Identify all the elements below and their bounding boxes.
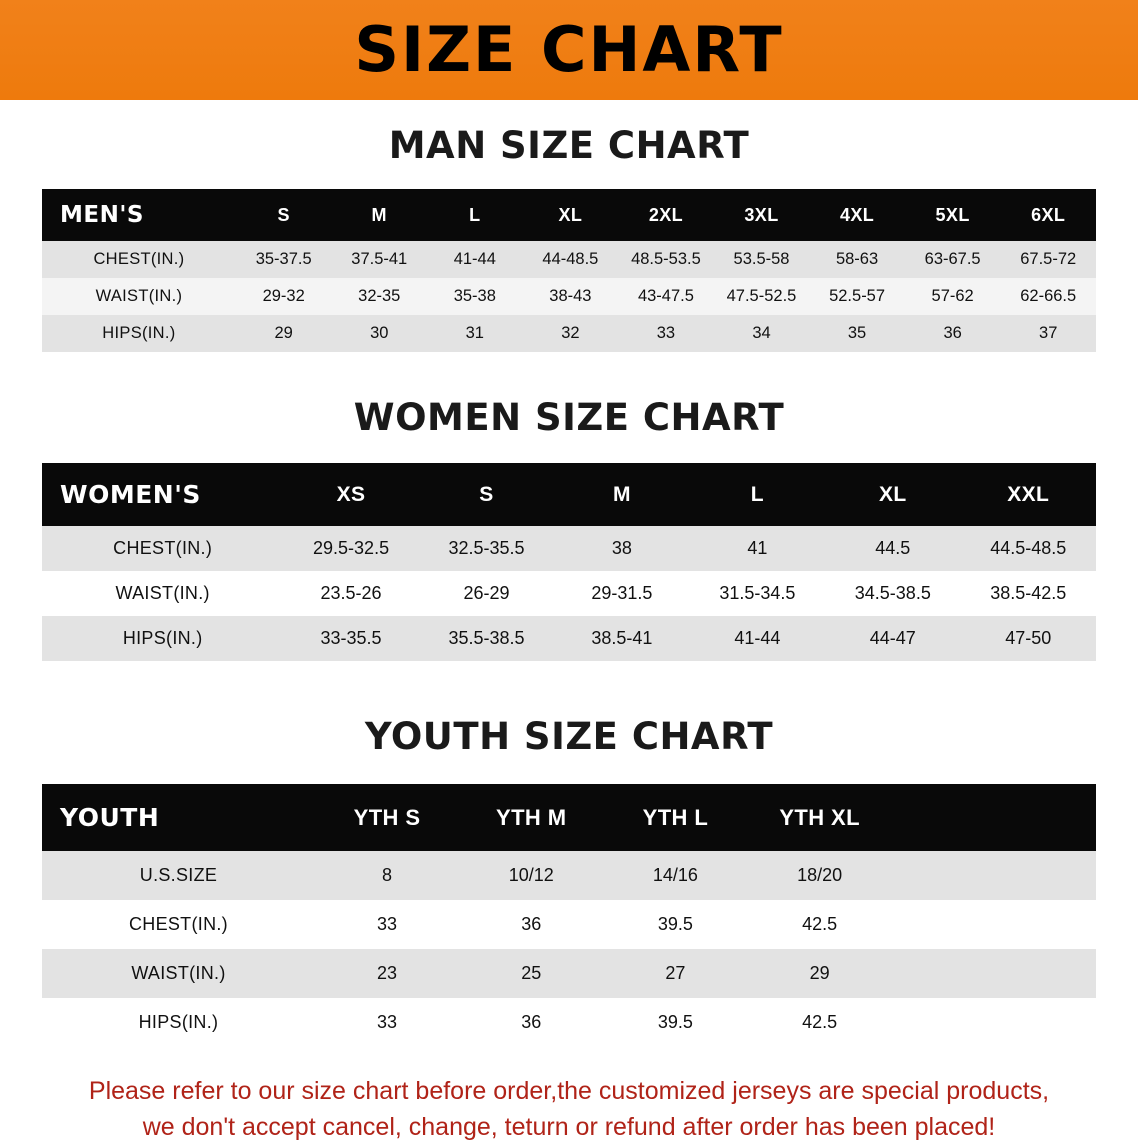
man-size-header: 3XL <box>744 204 779 225</box>
policy-note <box>38 1073 1100 1146</box>
man-cell: 35-38 <box>453 287 496 305</box>
man-size-header: 2XL <box>648 204 684 225</box>
man-cell: 44-48.5 <box>542 250 599 268</box>
women-cell: 38.5-41 <box>591 628 653 648</box>
man-cell: 35 <box>847 324 867 342</box>
youth-table-wrap <box>42 784 1096 1047</box>
man-header-row <box>42 189 1096 241</box>
man-cell: 43-47.5 <box>637 287 694 305</box>
women-row-label: HIPS(IN.) <box>122 628 203 648</box>
youth-cell: 39.5 <box>657 914 693 934</box>
youth-cell-empty <box>892 998 1096 1047</box>
women-row-label: WAIST(IN.) <box>115 583 210 603</box>
man-cell: 32-35 <box>358 287 401 305</box>
policy-note-line-2: we don't accept cancel, change, teturn or refund after order has been placed! <box>142 1113 996 1142</box>
youth-cell: 27 <box>665 963 686 983</box>
women-cell: 23.5-26 <box>320 583 382 603</box>
youth-cell: 25 <box>521 963 542 983</box>
youth-size-header: YTH XL <box>779 804 860 830</box>
youth-cell: 36 <box>521 914 542 934</box>
women-cell: 44.5 <box>875 538 911 558</box>
women-size-header: XS <box>336 482 366 506</box>
youth-section-heading: YOUTH SIZE CHART <box>364 715 774 758</box>
man-size-header: 5XL <box>935 204 970 225</box>
women-cell: 29.5-32.5 <box>313 538 390 558</box>
table-row <box>42 278 1096 315</box>
women-size-header: XXL <box>1007 482 1050 506</box>
youth-cell: 39.5 <box>657 1012 693 1032</box>
youth-table-body <box>42 851 1096 1047</box>
youth-cell: 23 <box>377 963 398 983</box>
women-header-row <box>42 463 1096 526</box>
youth-cell: 18/20 <box>797 865 843 885</box>
women-cell: 38.5-42.5 <box>990 583 1067 603</box>
youth-cell: 33 <box>377 1012 398 1032</box>
man-cell: 48.5-53.5 <box>631 250 701 268</box>
women-table-head <box>42 463 1096 526</box>
man-row-label: HIPS(IN.) <box>102 324 176 342</box>
table-row <box>42 315 1096 352</box>
man-size-header: S <box>277 204 290 225</box>
women-size-header: S <box>479 482 494 506</box>
table-row <box>42 998 1096 1047</box>
man-section-heading: MAN SIZE CHART <box>388 124 750 167</box>
youth-header-row <box>42 784 1096 851</box>
women-cell: 26-29 <box>463 583 510 603</box>
man-cell: 29 <box>274 324 293 342</box>
women-cell: 35.5-38.5 <box>448 628 525 648</box>
table-row <box>42 571 1096 616</box>
women-table-body <box>42 526 1096 661</box>
man-cell: 30 <box>370 324 389 342</box>
women-section-heading: WOMEN SIZE CHART <box>353 396 785 439</box>
table-row <box>42 900 1096 949</box>
women-cell: 34.5-38.5 <box>854 583 931 603</box>
women-cell: 33-35.5 <box>320 628 382 648</box>
youth-row-label: U.S.SIZE <box>139 865 218 885</box>
youth-cell-empty <box>892 949 1096 998</box>
man-cell: 62-66.5 <box>1020 287 1077 305</box>
man-size-header: M <box>371 204 387 225</box>
table-row <box>42 949 1096 998</box>
man-cell: 37 <box>1039 324 1058 342</box>
youth-size-header: YTH M <box>496 804 567 830</box>
women-cell: 41 <box>747 538 768 558</box>
youth-cell: 42.5 <box>802 1012 838 1032</box>
women-cell: 44.5-48.5 <box>990 538 1067 558</box>
women-row-label: CHEST(IN.) <box>113 538 213 558</box>
man-corner-label: MEN'S <box>60 202 144 228</box>
man-cell: 67.5-72 <box>1020 250 1077 268</box>
man-cell: 58-63 <box>835 250 879 268</box>
women-cell: 38 <box>611 538 632 558</box>
man-size-header: 6XL <box>1031 204 1066 225</box>
page-title: SIZE CHART <box>354 13 784 86</box>
man-cell: 52.5-57 <box>829 287 886 305</box>
women-size-table <box>42 463 1096 661</box>
man-cell: 36 <box>943 324 962 342</box>
man-cell: 41-44 <box>453 250 496 268</box>
youth-size-table <box>42 784 1096 1047</box>
policy-note-line-1: Please refer to our size chart before order,the customized jerseys are special products, <box>88 1077 1050 1105</box>
man-table-head <box>42 189 1096 241</box>
man-size-header: 4XL <box>839 204 875 225</box>
man-size-header: L <box>469 204 481 225</box>
man-cell: 32 <box>561 324 580 342</box>
youth-row-label: CHEST(IN.) <box>128 914 228 934</box>
women-cell: 47-50 <box>1005 628 1052 648</box>
women-cell: 32.5-35.5 <box>448 538 525 558</box>
youth-cell: 42.5 <box>802 914 838 934</box>
youth-cell: 10/12 <box>508 865 554 885</box>
table-row <box>42 851 1096 900</box>
youth-cell: 36 <box>521 1012 542 1032</box>
women-size-header: XL <box>878 482 907 506</box>
women-corner-label: WOMEN'S <box>60 480 201 509</box>
women-cell: 41-44 <box>734 628 781 648</box>
man-cell: 37.5-41 <box>351 250 408 268</box>
man-cell: 57-62 <box>931 287 974 305</box>
table-row <box>42 616 1096 661</box>
youth-size-header: YTH L <box>642 804 709 830</box>
man-cell: 29-32 <box>262 287 305 305</box>
table-row <box>42 526 1096 571</box>
man-row-label: CHEST(IN.) <box>93 250 185 268</box>
man-cell: 31 <box>465 324 484 342</box>
man-size-table <box>42 189 1096 352</box>
man-size-header: XL <box>558 204 583 225</box>
women-size-header: L <box>750 482 764 506</box>
man-cell: 35-37.5 <box>255 250 312 268</box>
women-size-header: M <box>612 482 631 506</box>
youth-row-label: HIPS(IN.) <box>138 1012 219 1032</box>
man-cell: 63-67.5 <box>924 250 981 268</box>
man-cell: 33 <box>656 324 676 342</box>
man-cell: 38-43 <box>549 287 592 305</box>
youth-cell: 8 <box>382 865 393 885</box>
man-table-wrap <box>42 189 1096 352</box>
youth-cell: 29 <box>809 963 830 983</box>
youth-cell-empty <box>892 900 1096 949</box>
women-table-wrap <box>42 463 1096 661</box>
youth-corner-label: YOUTH <box>60 803 160 832</box>
women-cell: 29-31.5 <box>591 583 653 603</box>
page-banner <box>0 0 1138 100</box>
youth-cell: 14/16 <box>652 865 698 885</box>
youth-size-header-empty <box>892 784 1096 851</box>
man-table-body <box>42 241 1096 352</box>
man-row-label: WAIST(IN.) <box>95 287 183 305</box>
table-row <box>42 241 1096 278</box>
youth-table-head <box>42 784 1096 851</box>
women-cell: 44-47 <box>869 628 916 648</box>
man-cell: 47.5-52.5 <box>726 287 797 305</box>
man-cell: 34 <box>752 324 771 342</box>
youth-cell-empty <box>892 851 1096 900</box>
youth-cell: 33 <box>377 914 398 934</box>
man-cell: 53.5-58 <box>733 250 790 268</box>
women-cell: 31.5-34.5 <box>719 583 796 603</box>
youth-size-header: YTH S <box>353 804 421 830</box>
youth-row-label: WAIST(IN.) <box>131 963 226 983</box>
